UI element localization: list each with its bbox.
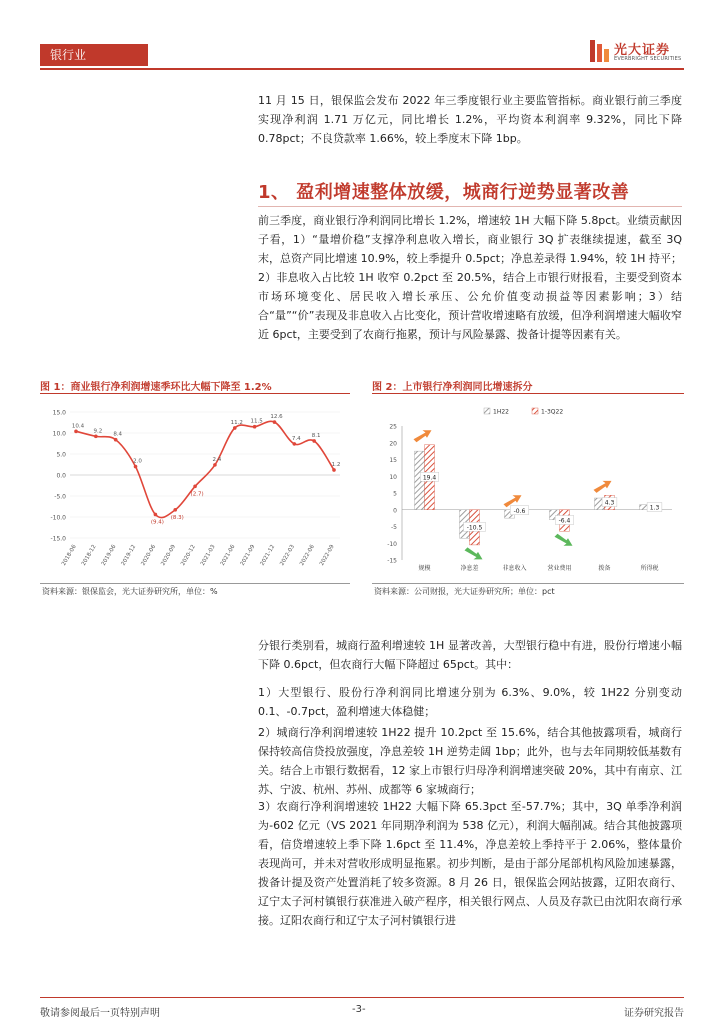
data-point	[332, 468, 336, 472]
data-label: 2.4	[212, 456, 222, 463]
figure1-line-chart	[40, 400, 352, 580]
footer-report-type: 证券研究报告	[624, 1008, 684, 1019]
arrow-down-icon	[465, 547, 483, 559]
data-point	[74, 430, 78, 434]
y-tick-label: 5.0	[56, 451, 66, 459]
data-label: 4.3	[604, 499, 615, 507]
data-point	[213, 463, 217, 467]
footer-rule	[40, 997, 684, 998]
data-point	[293, 442, 297, 446]
arrow-up-icon	[504, 495, 522, 507]
x-tick-label: 2021-06	[219, 544, 237, 567]
y-tick-label: 15.0	[52, 409, 66, 417]
data-point	[134, 465, 138, 469]
data-label: (9.4)	[150, 519, 164, 526]
footer-disclaimer: 敬请参阅最后一页特别声明	[40, 1008, 160, 1019]
data-point	[193, 485, 197, 489]
data-point	[114, 438, 118, 442]
x-tick-label: 2020-06	[140, 544, 158, 567]
legend-label-1h22: 1H22	[493, 408, 509, 416]
data-point	[94, 435, 98, 439]
figure2-source: 资料来源：公司财报，光大证券研究所；单位：pct	[374, 587, 555, 596]
legend-swatch-1-3q22	[532, 408, 538, 414]
page-number: -3-	[352, 1004, 366, 1015]
data-point	[154, 513, 158, 517]
data-label: 7.4	[291, 435, 301, 442]
x-tick-label: 2021-09	[239, 544, 257, 567]
x-tick-label: 规模	[418, 565, 431, 572]
data-point	[173, 508, 177, 512]
y-tick-label: -5	[391, 524, 397, 531]
legend-label-1-3q22: 1-3Q22	[541, 408, 564, 416]
x-tick-label: 2020-09	[160, 544, 177, 567]
data-label: 12.6	[270, 414, 283, 421]
arrow-up-icon	[594, 481, 612, 493]
x-tick-label: 2021-03	[199, 544, 217, 567]
data-label: -10.5	[466, 524, 483, 532]
x-tick-label: 2020-12	[180, 544, 197, 567]
data-label: -0.6	[513, 507, 526, 515]
data-label: 2.0	[133, 458, 142, 465]
y-tick-label: 5	[393, 490, 397, 498]
data-label: (2.7)	[190, 491, 204, 498]
data-point	[273, 420, 277, 424]
data-label: (8.3)	[170, 514, 184, 521]
y-tick-label: -10	[387, 540, 397, 548]
data-label: 1.2	[331, 461, 341, 468]
section-heading-rule	[258, 206, 682, 207]
x-tick-label: 2022-03	[279, 544, 297, 567]
data-point	[312, 439, 316, 443]
figure2-title-rule	[372, 393, 684, 394]
x-tick-label: 非息收入	[502, 565, 527, 572]
x-tick-label: 2022-06	[299, 544, 316, 567]
data-label: 8.1	[311, 432, 321, 439]
data-point	[253, 425, 257, 429]
y-tick-label: 0.0	[56, 472, 66, 480]
section-heading: 1、 盈利增速整体放缓，城商行逆势显著改善	[258, 182, 630, 203]
header-rule	[40, 68, 684, 70]
data-label: 11.5	[250, 418, 263, 425]
data-label: 10.4	[71, 423, 85, 430]
company-logo	[588, 38, 688, 66]
list-item-2: 2）城商行净利润增速较 1H22 提升 10.2pct 至 15.6%，结合其他披露项看，城商行保持较高信贷投放强度，净息差较 1H 逆势走阔 1bp；此外，也与去年同期较低基数有关。结合上市银行数据看，12 家上市银行归母净利润增速突破 20%，其中有南京、江苏、宁波、杭州、苏州、成都等 6 家城商行；	[258, 726, 682, 796]
data-label: 1.3	[649, 504, 660, 512]
figure1-title-rule	[40, 393, 350, 394]
y-tick-label: 10	[389, 473, 397, 481]
x-tick-label: 2019-06	[100, 544, 118, 567]
industry-tag: 银行业	[40, 44, 148, 66]
y-tick-label: -15.0	[50, 535, 66, 543]
arrow-down-icon	[555, 534, 573, 546]
x-tick-label: 所得税	[640, 565, 659, 572]
y-tick-label: 15	[389, 457, 397, 464]
body-paragraph-2: 分银行类别看，城商行盈利增速较 1H 显著改善，大型银行稳中有进，股份行增速小幅下降 0.6pct，但农商行大幅下降超过 65pct。其中：	[258, 639, 682, 671]
arrow-up-icon	[414, 430, 432, 442]
logo-mark-icon	[588, 38, 610, 64]
intro-paragraph: 11 月 15 日，银保监会发布 2022 年三季度银行业主要监管指标。商业银行前三季度实现净利润 1.71 万亿元，同比增长 1.2%，平均资本利润率 9.32%，同比下降 0.78pct；不良贷款率 1.66%，较上季度末下降 1bp。	[258, 94, 682, 145]
data-point	[233, 426, 237, 430]
data-label: 8.4	[113, 431, 123, 438]
x-tick-label: 2022-09	[319, 544, 336, 567]
x-tick-label: 2021-12	[259, 544, 277, 567]
y-tick-label: 25	[389, 423, 397, 431]
y-tick-label: 0	[393, 507, 397, 515]
data-label: 19.4	[422, 474, 437, 482]
y-tick-label: 10.0	[52, 430, 66, 438]
y-tick-label: -5.0	[54, 493, 66, 501]
y-tick-label: -15	[387, 557, 397, 565]
figure1-title: 图 1：商业银行净利润增速季环比大幅下降至 1.2%	[40, 382, 272, 393]
figure1-source-rule	[40, 583, 350, 584]
legend-swatch-1h22	[484, 408, 490, 414]
list-item-3: 3）农商行净利润增速较 1H22 大幅下降 65.3pct 至-57.7%；其中，3Q 单季净利润为-602 亿元（VS 2021 年同期净利润为 538 亿元），利润大幅削减。结合其他披露项看，信贷增速较上季下降 1.6pct 至 11.4%，净息差较上季持平于 2.06%，整体量价表现尚可，并未对营收形成明显拖累。初步判断，是由于部分尾部机构风险加速暴露，拨备计提及资产处置消耗了较多资源。8 月 26 日，银保监会网站披露，辽阳农商行、辽宁太子河村镇银行获准进入破产程序，相关银行网点、人员及存款已由沈阳农商行承接。辽阳农商行和辽宁太子河村镇银行进	[258, 800, 682, 927]
body-paragraph-1: 前三季度，商业银行净利润同比增长 1.2%，增速较 1H 大幅下降 5.8pct。业绩贡献因子看，1）“量增价稳”支撑净利息收入增长，商业银行 3Q 扩表继续提速，截至 3Q 末，总资产同比增速 10.9%，较上季提升 0.5pct；净息差录得 1.94%，较 1H 持平；2）非息收入占比较 1H 收窄 0.2pct 至 20.5%，结合上市银行财报看，主要受到资本市场环境变化、居民收入增长承压、公允价值变动损益等因素影响；3）结合“量”“价”表现及非息收入占比变化，预计营收增速略有放缓，但净利润增速大幅收窄近 6pct，主要受到了农商行拖累，预计与风险暴露、拨备计提等因素有关。	[258, 214, 682, 341]
data-label: 9.2	[93, 428, 103, 435]
figure2-bar-chart	[372, 400, 684, 580]
x-tick-label: 净息差	[460, 565, 479, 572]
data-label: -6.4	[558, 517, 571, 525]
list-item-1: 1）大型银行、股份行净利润同比增速分别为 6.3%、9.0%，较 1H22 分别变动 0.1、-0.7pct，盈利增速大体稳健；	[258, 686, 682, 718]
logo-cn-text: 光大证券	[614, 43, 671, 58]
x-tick-label: 拨备	[598, 565, 611, 572]
x-tick-label: 营业费用	[547, 565, 572, 572]
logo-en-text: EVERBRIGHT SECURITIES	[614, 56, 682, 62]
figure2-title: 图 2：上市银行净利润同比增速拆分	[372, 382, 533, 393]
y-tick-label: 20	[389, 440, 397, 448]
x-tick-label: 2019-12	[120, 544, 138, 567]
figure2-source-rule	[372, 583, 684, 584]
x-tick-label: 2018-06	[61, 544, 78, 567]
figure1-source: 资料来源：银保监会，光大证券研究所，单位：%	[42, 587, 218, 596]
data-label: 11.2	[230, 419, 243, 426]
x-tick-label: 2018-12	[80, 544, 98, 567]
y-tick-label: -10.0	[50, 514, 66, 522]
